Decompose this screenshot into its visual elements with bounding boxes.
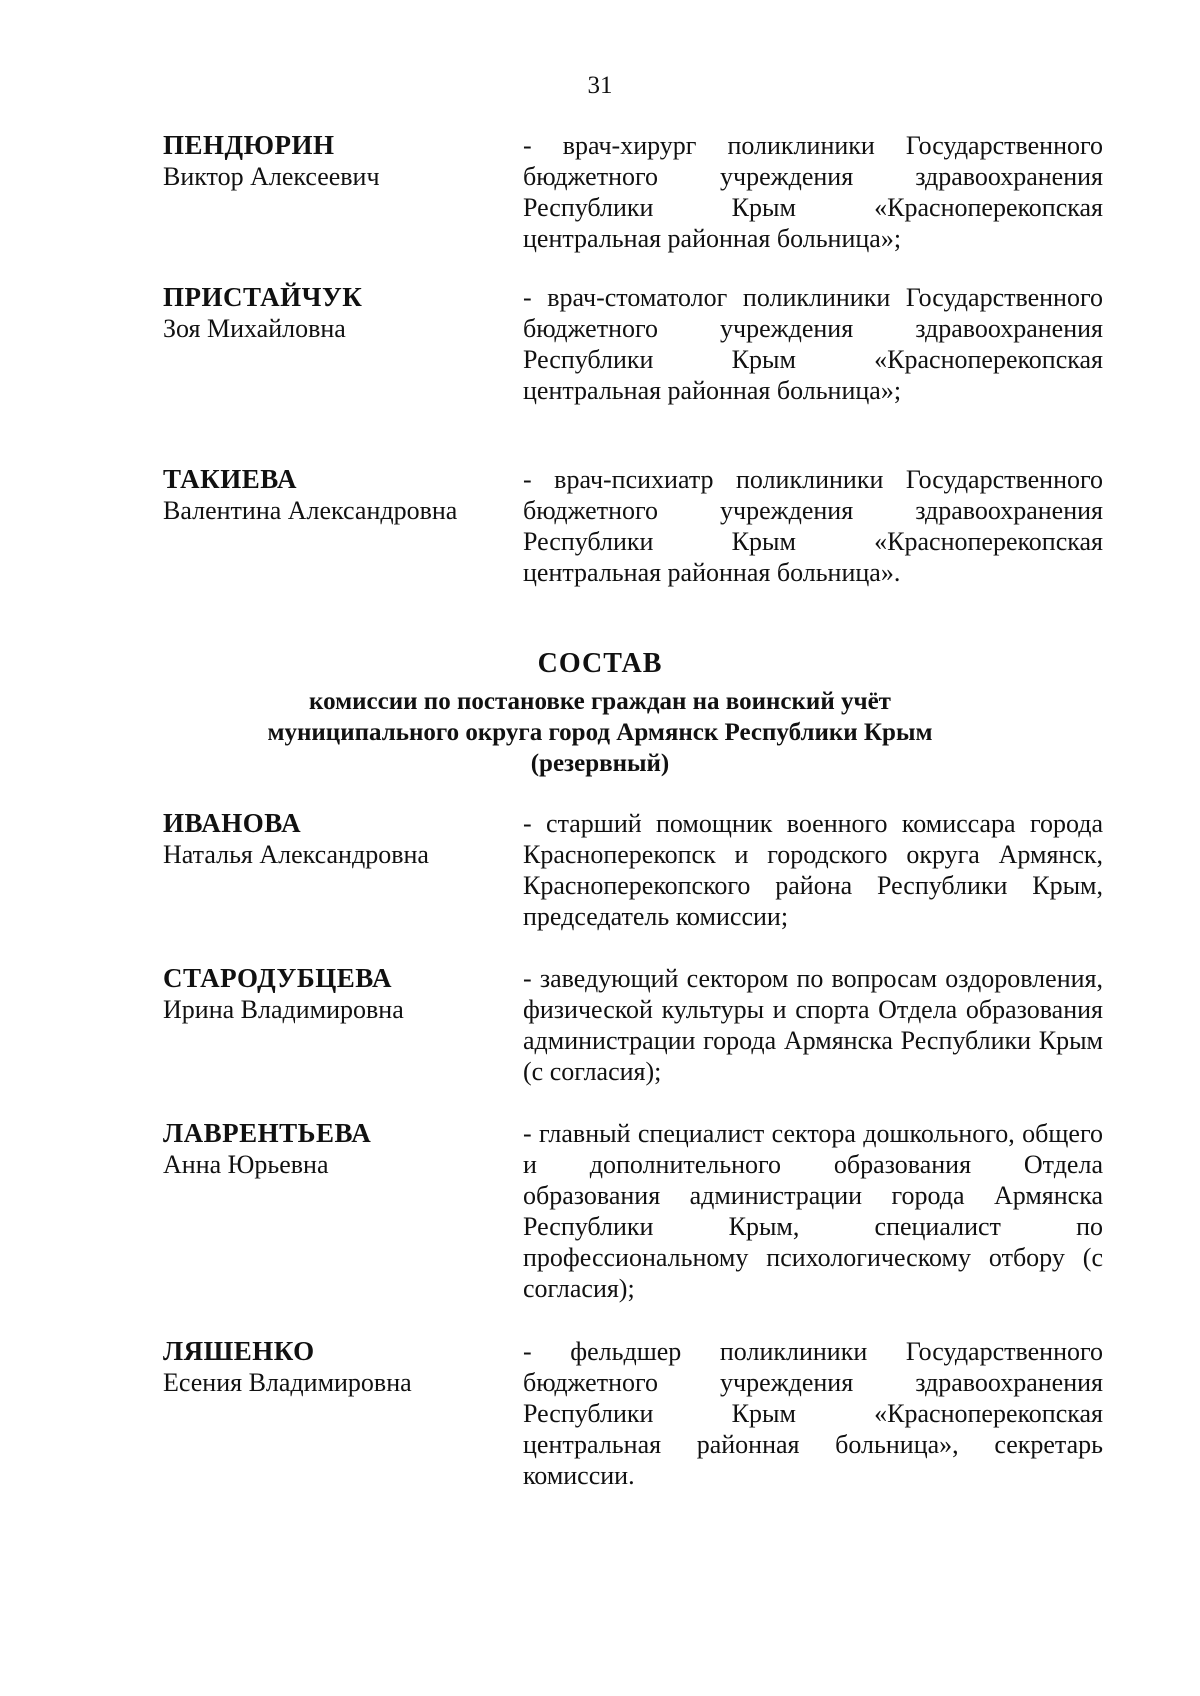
member-name-block — [163, 282, 503, 344]
member-name-block — [163, 464, 503, 526]
section-subtitle: (резервный) — [530, 750, 670, 777]
member-description: - врач-стоматолог поликлиники Государственного бюджетного учреждения здравоохранения Республики Крым «Красноперекопская центральная районная больница»; — [523, 283, 1103, 405]
section-title: СОСТАВ — [537, 648, 663, 679]
member-description: - главный специалист сектора дошкольного, общего и дополнительного образования Отдела образования администрации города Армянска Республики Крым, специалист по профессиональному психологическому отбору (с согласия); — [523, 1119, 1103, 1303]
section-subtitle: комиссии по постановке граждан на воинский учёт — [309, 688, 891, 715]
member-surname: ПЕНДЮРИН — [163, 130, 335, 160]
member-surname: ПРИСТАЙЧУК — [163, 282, 363, 312]
member-surname: ТАКИЕВА — [163, 464, 298, 494]
member-given-names: Валентина Александровна — [163, 496, 458, 525]
member-given-names: Виктор Алексеевич — [163, 162, 380, 191]
member-name-block — [163, 808, 503, 870]
member-given-names: Анна Юрьевна — [163, 1150, 329, 1179]
member-surname: ЛЯШЕНКО — [163, 1336, 315, 1366]
member-surname: ИВАНОВА — [163, 808, 302, 838]
member-surname: СТАРОДУБЦЕВА — [163, 963, 393, 993]
member-given-names: Ирина Владимировна — [163, 995, 404, 1024]
member-given-names: Наталья Александровна — [163, 840, 429, 869]
member-name-block — [163, 130, 503, 192]
member-description: - заведующий сектором по вопросам оздоровления, физической культуры и спорта Отдела образования администрации города Армянска Республики Крым (с согласия); — [523, 964, 1103, 1086]
member-name-block — [163, 1336, 503, 1398]
member-description: - фельдшер поликлиники Государственного бюджетного учреждения здравоохранения Республики Крым «Красноперекопская центральная районная больница», секретарь комиссии. — [523, 1337, 1103, 1490]
member-name-block — [163, 963, 503, 1025]
member-description: - старший помощник военного комиссара города Красноперекопск и городского округа Армянск, Красноперекопского района Республики Крым, председатель комиссии; — [523, 809, 1103, 931]
section-subtitle: муниципального округа город Армянск Республики Крым — [267, 719, 933, 746]
member-surname: ЛАВРЕНТЬЕВА — [163, 1118, 372, 1148]
member-name-block — [163, 1118, 503, 1180]
member-given-names: Зоя Михайловна — [163, 314, 346, 343]
member-given-names: Есения Владимировна — [163, 1368, 412, 1397]
page-number: 31 — [587, 72, 613, 99]
member-description: - врач-хирург поликлиники Государственного бюджетного учреждения здравоохранения Республики Крым «Красноперекопская центральная районная больница»; — [523, 131, 1103, 253]
member-description: - врач-психиатр поликлиники Государственного бюджетного учреждения здравоохранения Республики Крым «Красноперекопская центральная районная больница». — [523, 465, 1103, 587]
